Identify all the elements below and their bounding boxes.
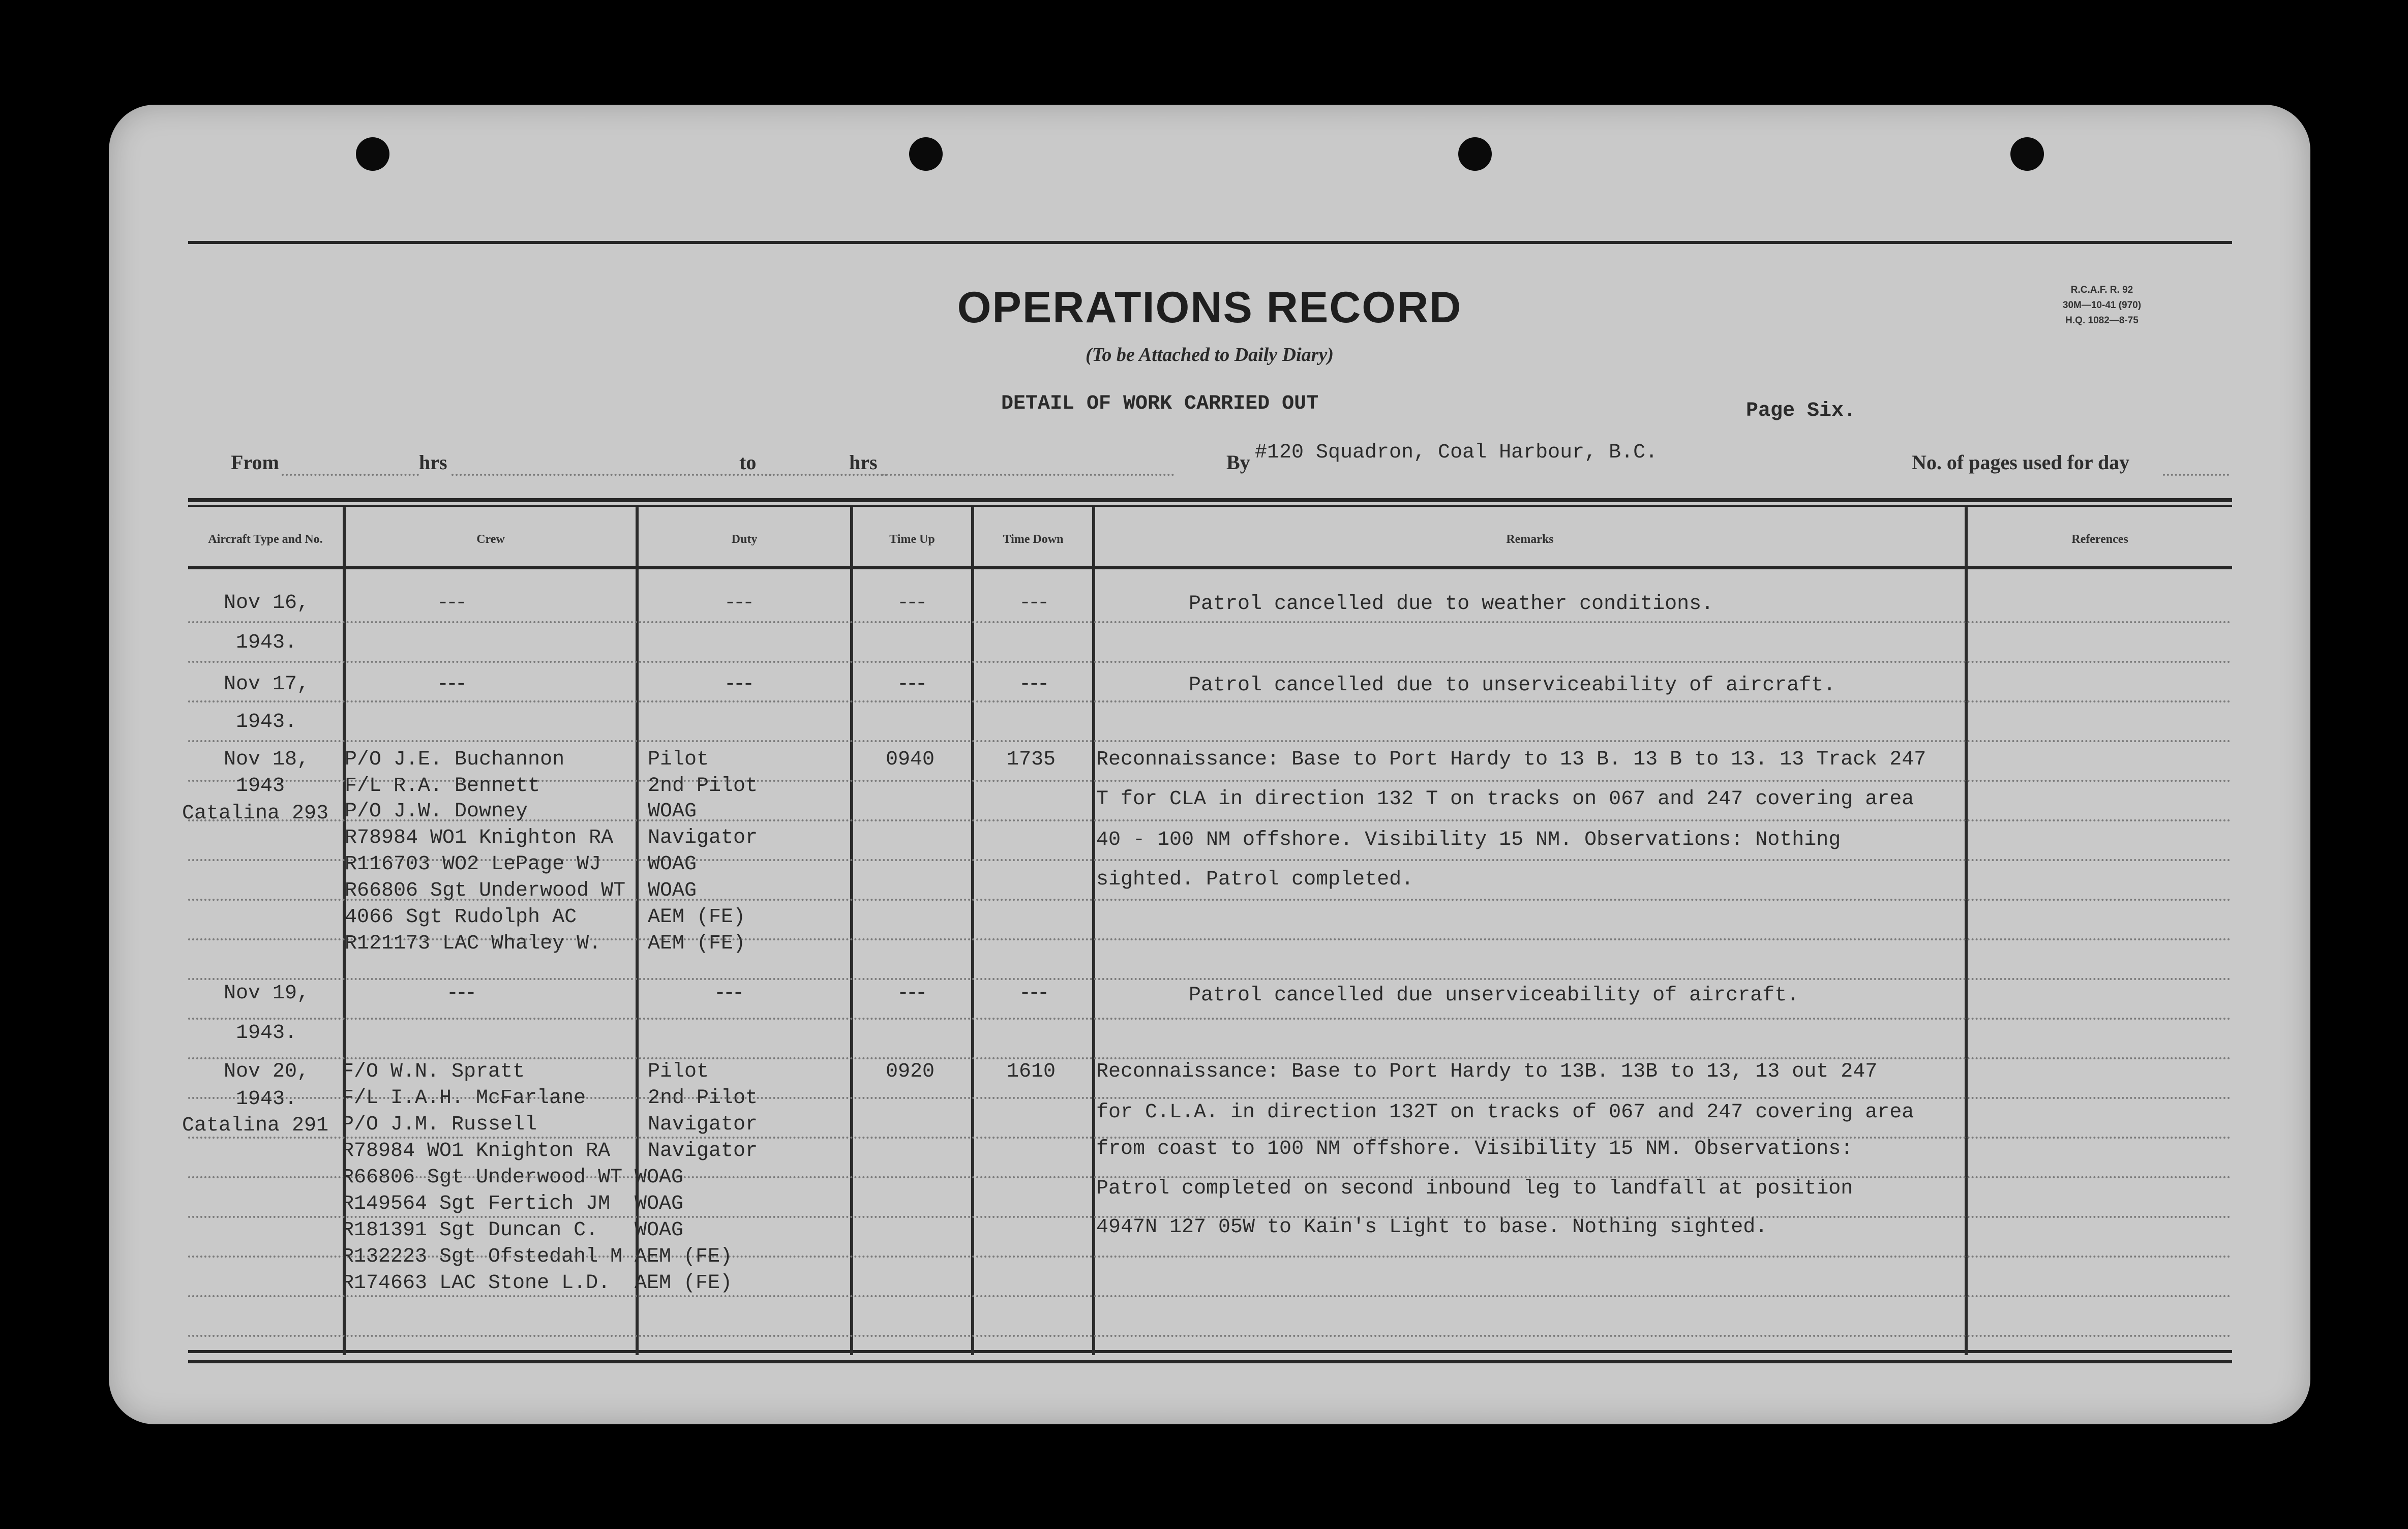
crew-member: R66806 Sgt Underwood WT — [345, 879, 626, 902]
ruled-line — [188, 1335, 2232, 1337]
time-down-placeholder: --- — [1019, 592, 1047, 615]
crew-member: P/O J.W. Downey — [345, 800, 528, 823]
column-header-remarks: Remarks — [1506, 533, 1554, 546]
entry-remarks-line: 4947N 127 05W to Kain's Light to base. Nothing sighted. — [1096, 1216, 1768, 1239]
crew-member: R116703 WO2 LePage WJ — [345, 853, 601, 876]
crew-duty: Pilot — [648, 1060, 709, 1083]
hrs-label: hrs — [419, 451, 447, 474]
crew-member: 4066 Sgt Rudolph AC — [345, 906, 577, 929]
from-date-blank — [452, 474, 772, 476]
punch-hole — [356, 137, 389, 171]
crew-duty: AEM (FE) — [635, 1245, 733, 1268]
column-header-references: References — [2071, 533, 2128, 546]
crew-member: R181391 Sgt Duncan C. — [342, 1219, 598, 1242]
crew-member: R174663 LAC Stone L.D. — [342, 1272, 611, 1295]
crew-member: F/O W.N. Spratt — [342, 1060, 525, 1083]
duty-placeholder: --- — [714, 982, 742, 1005]
form-number-line: R.C.A.F. R. 92 — [2070, 285, 2133, 295]
crew-duty: WOAG — [635, 1166, 684, 1189]
entry-year: 1943. — [236, 631, 297, 654]
crew-duty: WOAG — [648, 853, 697, 876]
from-label: From — [231, 451, 279, 474]
crew-duty: Navigator — [648, 1140, 758, 1163]
column-divider — [1965, 507, 1968, 1355]
from-blank — [282, 474, 419, 476]
entry-year: 1943. — [236, 1022, 297, 1045]
detail-heading: DETAIL OF WORK CARRIED OUT — [1001, 392, 1319, 415]
punch-hole — [2010, 137, 2044, 171]
entry-remarks-line: Patrol cancelled due unserviceability of aircraft. — [1189, 984, 1799, 1007]
entry-year: 1943. — [236, 711, 297, 733]
ruled-line — [188, 1295, 2232, 1297]
pages-used-blank — [2163, 474, 2229, 476]
ruled-line — [188, 1057, 2232, 1059]
time-up: 0920 — [886, 1060, 935, 1083]
table-bottom-rule-thin — [188, 1360, 2232, 1363]
entry-date: Nov 20, — [224, 1060, 310, 1083]
crew-member: R78984 WO1 Knighton RA — [342, 1140, 611, 1163]
ruled-line — [188, 978, 2232, 980]
column-header-time-up: Time Up — [889, 533, 935, 546]
time-up: 0940 — [886, 748, 935, 771]
aircraft-id: Catalina 291 — [182, 1114, 329, 1137]
page-subtitle: (To be Attached to Daily Diary) — [1086, 344, 1334, 365]
squadron-name: #120 Squadron, Coal Harbour, B.C. — [1255, 441, 1658, 464]
form-number-line: H.Q. 1082—8-75 — [2065, 315, 2139, 326]
crew-member: R132223 Sgt Ofstedahl M — [342, 1245, 623, 1268]
to-label: to — [739, 451, 757, 474]
entry-remarks-line: Patrol cancelled due to unserviceability of aircraft. — [1189, 674, 1836, 697]
punch-hole — [1458, 137, 1492, 171]
crew-duty: WOAG — [648, 800, 697, 823]
crew-placeholder: --- — [437, 673, 465, 696]
page-number: Page Six. — [1746, 400, 1856, 422]
aircraft-id: Catalina 293 — [182, 802, 329, 825]
crew-member: F/L I.A.H. McFarlane — [342, 1087, 586, 1110]
by-label: By — [1226, 451, 1250, 474]
crew-duty: AEM (FE) — [648, 906, 746, 929]
crew-member: R66806 Sgt Underwood WT — [342, 1166, 623, 1189]
form-number-line: 30M—10-41 (970) — [2062, 300, 2142, 311]
column-divider — [850, 507, 853, 1355]
entry-remarks-line: sighted. Patrol completed. — [1096, 868, 1414, 891]
crew-placeholder: --- — [437, 592, 465, 615]
entry-remarks-line: T for CLA in direction 132 T on tracks on 067 and 247 covering area — [1096, 788, 1914, 811]
form-number — [2041, 283, 2163, 328]
crew-member: P/O J.M. Russell — [342, 1113, 537, 1136]
top-rule — [188, 241, 2232, 244]
to-date-blank — [882, 474, 1174, 476]
time-down-placeholder: --- — [1019, 673, 1047, 696]
entry-remarks-line: Reconnaissance: Base to Port Hardy to 13 B. 13 B to 13. 13 Track 247 — [1096, 748, 1927, 771]
table-top-rule — [188, 498, 2232, 502]
column-divider — [1092, 507, 1095, 1355]
crew-member: R121173 LAC Whaley W. — [345, 932, 601, 955]
column-header-duty: Duty — [731, 533, 758, 546]
time-down-placeholder: --- — [1019, 982, 1047, 1005]
crew-placeholder: --- — [446, 982, 474, 1005]
hrs-label: hrs — [849, 451, 878, 474]
crew-duty: WOAG — [635, 1219, 684, 1242]
ruled-line — [188, 700, 2232, 702]
crew-duty: WOAG — [635, 1192, 684, 1215]
time-up-placeholder: --- — [897, 982, 925, 1005]
crew-duty: 2nd Pilot — [648, 1087, 758, 1110]
entry-remarks-line: Patrol completed on second inbound leg to landfall at position — [1096, 1177, 1853, 1200]
page-title: OPERATIONS RECORD — [957, 283, 1462, 332]
entry-remarks-line: Reconnaissance: Base to Port Hardy to 13B. 13B to 13, 13 out 247 — [1096, 1060, 1878, 1083]
duty-placeholder: --- — [724, 592, 752, 615]
entry-year: 1943 — [236, 775, 285, 798]
entry-date: Nov 18, — [224, 748, 310, 771]
time-down: 1735 — [1007, 748, 1056, 771]
entry-year: 1943. — [236, 1088, 297, 1111]
crew-duty: Navigator — [648, 1113, 758, 1136]
entry-date: Nov 17, — [224, 673, 310, 696]
entry-remarks-line: from coast to 100 NM offshore. Visibility 15 NM. Observations: — [1096, 1138, 1853, 1160]
time-up-placeholder: --- — [897, 592, 925, 615]
column-header-aircraft: Aircraft Type and No. — [208, 533, 323, 546]
ruled-line — [188, 661, 2232, 663]
ruled-line — [188, 1018, 2232, 1020]
duty-placeholder: --- — [724, 673, 752, 696]
ruled-line — [188, 740, 2232, 742]
crew-duty: WOAG — [648, 879, 697, 902]
crew-duty: Pilot — [648, 748, 709, 771]
crew-member: R149564 Sgt Fertich JM — [342, 1192, 611, 1215]
crew-member: R78984 WO1 Knighton RA — [345, 827, 614, 849]
crew-duty: Navigator — [648, 827, 758, 849]
column-header-time-down: Time Down — [1003, 533, 1064, 546]
time-up-placeholder: --- — [897, 673, 925, 696]
entry-remarks-line: Patrol cancelled due to weather conditions. — [1189, 593, 1714, 616]
entry-remarks-line: for C.L.A. in direction 132T on tracks of 067 and 247 covering area — [1096, 1101, 1914, 1124]
punch-hole — [909, 137, 943, 171]
entry-date: Nov 16, — [224, 592, 310, 615]
crew-member: F/L R.A. Bennett — [345, 775, 540, 798]
table-bottom-rule — [188, 1350, 2232, 1353]
table-top-rule-thin — [188, 505, 2232, 507]
ruled-line — [188, 621, 2232, 623]
crew-member: P/O J.E. Buchannon — [345, 748, 565, 771]
column-header-crew: Crew — [476, 533, 505, 546]
header-divider — [188, 566, 2232, 569]
time-down: 1610 — [1007, 1060, 1056, 1083]
crew-duty: AEM (FE) — [635, 1272, 733, 1295]
crew-duty: 2nd Pilot — [648, 775, 758, 798]
entry-date: Nov 19, — [224, 982, 310, 1005]
record-card — [109, 105, 2310, 1424]
pages-used-label: No. of pages used for day — [1912, 451, 2130, 474]
crew-duty: AEM (FE) — [648, 932, 746, 955]
entry-remarks-line: 40 - 100 NM offshore. Visibility 15 NM. Observations: Nothing — [1096, 829, 1841, 851]
column-divider — [971, 507, 974, 1355]
